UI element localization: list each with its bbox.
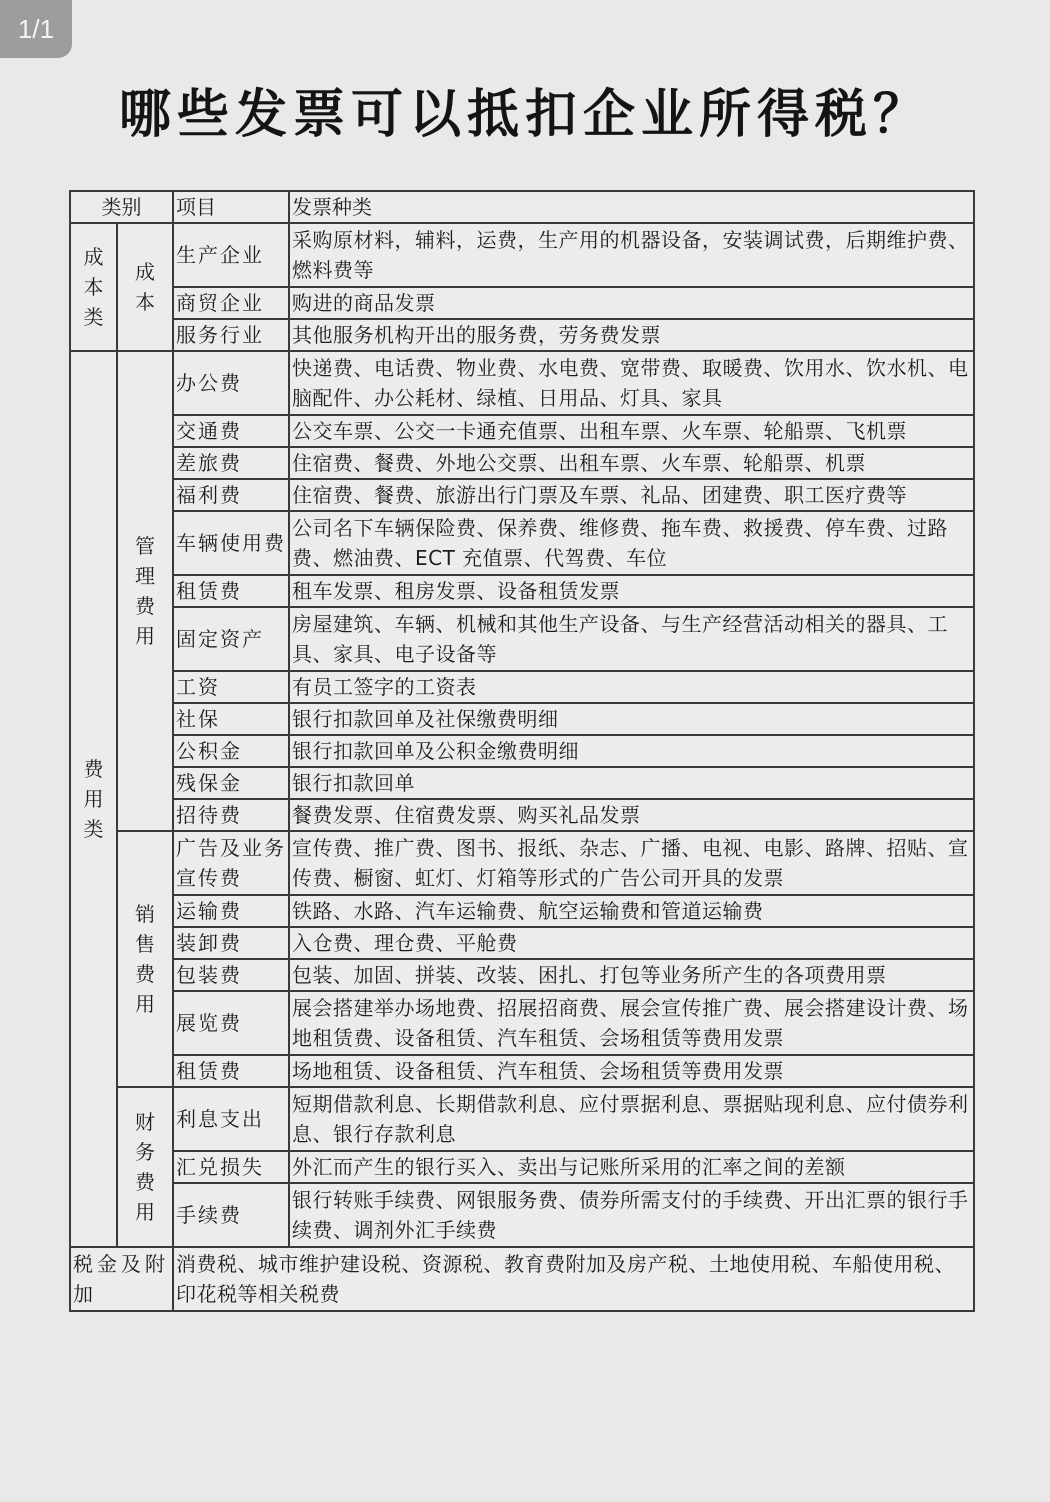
row-types: 银行扣款回单 <box>289 767 974 799</box>
row-item: 手续费 <box>173 1183 289 1247</box>
page-title: 哪些发票可以抵扣企业所得税？ <box>118 85 931 145</box>
tax-row-types: 消费税、城市维护建设税、资源税、教育费附加及房产税、土地使用税、车船使用税、印花税等相关税费 <box>173 1247 974 1311</box>
row-item: 招待费 <box>173 799 289 831</box>
subcategory-sales: 销售费用 <box>117 831 173 1087</box>
header-category: 类别 <box>70 191 173 223</box>
row-types: 有员工签字的工资表 <box>289 671 974 703</box>
row-types: 公司名下车辆保险费、保养费、维修费、拖车费、救援费、停车费、过路费、燃油费、ECT 充值票、代驾费、车位 <box>289 511 974 575</box>
row-item: 办公费 <box>173 351 289 415</box>
row-types: 宣传费、推广费、图书、报纸、杂志、广播、电视、电影、路牌、招贴、宣传费、橱窗、虹灯、灯箱等形式的广告公司开具的发票 <box>289 831 974 895</box>
row-item: 运输费 <box>173 895 289 927</box>
invoice-table <box>69 190 975 1312</box>
row-item: 公积金 <box>173 735 289 767</box>
row-types: 外汇而产生的银行买入、卖出与记账所采用的汇率之间的差额 <box>289 1151 974 1183</box>
row-item: 车辆使用费 <box>173 511 289 575</box>
row-item: 汇兑损失 <box>173 1151 289 1183</box>
row-types: 银行扣款回单及公积金缴费明细 <box>289 735 974 767</box>
row-item: 租赁费 <box>173 1055 289 1087</box>
row-types: 租车发票、租房发票、设备租赁发票 <box>289 575 974 607</box>
row-types: 房屋建筑、车辆、机械和其他生产设备、与生产经营活动相关的器具、工具、家具、电子设备等 <box>289 607 974 671</box>
row-item: 装卸费 <box>173 927 289 959</box>
header-types: 发票种类 <box>289 191 974 223</box>
row-item: 展览费 <box>173 991 289 1055</box>
row-types: 快递费、电话费、物业费、水电费、宽带费、取暖费、饮用水、饮水机、电脑配件、办公耗材、绿植、日用品、灯具、家具 <box>289 351 974 415</box>
row-types: 铁路、水路、汽车运输费、航空运输费和管道运输费 <box>289 895 974 927</box>
row-item: 包装费 <box>173 959 289 991</box>
row-types: 展会搭建举办场地费、招展招商费、展会宣传推广费、展会搭建设计费、场地租赁费、设备租赁、汽车租赁、会场租赁等费用发票 <box>289 991 974 1055</box>
row-item: 福利费 <box>173 479 289 511</box>
row-item: 服务行业 <box>173 319 289 351</box>
category-tax: 税金及附加 <box>70 1247 173 1311</box>
row-types: 其他服务机构开出的服务费，劳务费发票 <box>289 319 974 351</box>
subcategory-management: 管理费用 <box>117 351 173 831</box>
row-item: 广告及业务宣传费 <box>173 831 289 895</box>
row-item: 生产企业 <box>173 223 289 287</box>
row-types: 场地租赁、设备租赁、汽车租赁、会场租赁等费用发票 <box>289 1055 974 1087</box>
row-types: 短期借款利息、长期借款利息、应付票据利息、票据贴现利息、应付债券利息、银行存款利息 <box>289 1087 974 1151</box>
row-item: 交通费 <box>173 415 289 447</box>
page-indicator: 1/1 <box>0 0 72 58</box>
row-item: 利息支出 <box>173 1087 289 1151</box>
row-types: 采购原材料，辅料，运费，生产用的机器设备，安装调试费，后期维护费、燃料费等 <box>289 223 974 287</box>
row-types: 包装、加固、拼装、改装、困扎、打包等业务所产生的各项费用票 <box>289 959 974 991</box>
subcategory-finance: 财务费用 <box>117 1087 173 1247</box>
category-expense: 费用类 <box>70 351 117 1247</box>
row-item: 工资 <box>173 671 289 703</box>
row-item: 差旅费 <box>173 447 289 479</box>
row-types: 入仓费、理仓费、平舱费 <box>289 927 974 959</box>
row-types: 银行扣款回单及社保缴费明细 <box>289 703 974 735</box>
header-item: 项目 <box>173 191 289 223</box>
subcategory-cost: 成本 <box>117 223 173 351</box>
row-item: 残保金 <box>173 767 289 799</box>
row-types: 餐费发票、住宿费发票、购买礼品发票 <box>289 799 974 831</box>
row-types: 公交车票、公交一卡通充值票、出租车票、火车票、轮船票、飞机票 <box>289 415 974 447</box>
row-item: 租赁费 <box>173 575 289 607</box>
category-cost: 成本类 <box>70 223 117 351</box>
row-types: 住宿费、餐费、外地公交票、出租车票、火车票、轮船票、机票 <box>289 447 974 479</box>
row-types: 购进的商品发票 <box>289 287 974 319</box>
row-types: 住宿费、餐费、旅游出行门票及车票、礼品、团建费、职工医疗费等 <box>289 479 974 511</box>
row-item: 固定资产 <box>173 607 289 671</box>
row-item: 商贸企业 <box>173 287 289 319</box>
row-item: 社保 <box>173 703 289 735</box>
row-types: 银行转账手续费、网银服务费、债券所需支付的手续费、开出汇票的银行手续费、调剂外汇手续费 <box>289 1183 974 1247</box>
